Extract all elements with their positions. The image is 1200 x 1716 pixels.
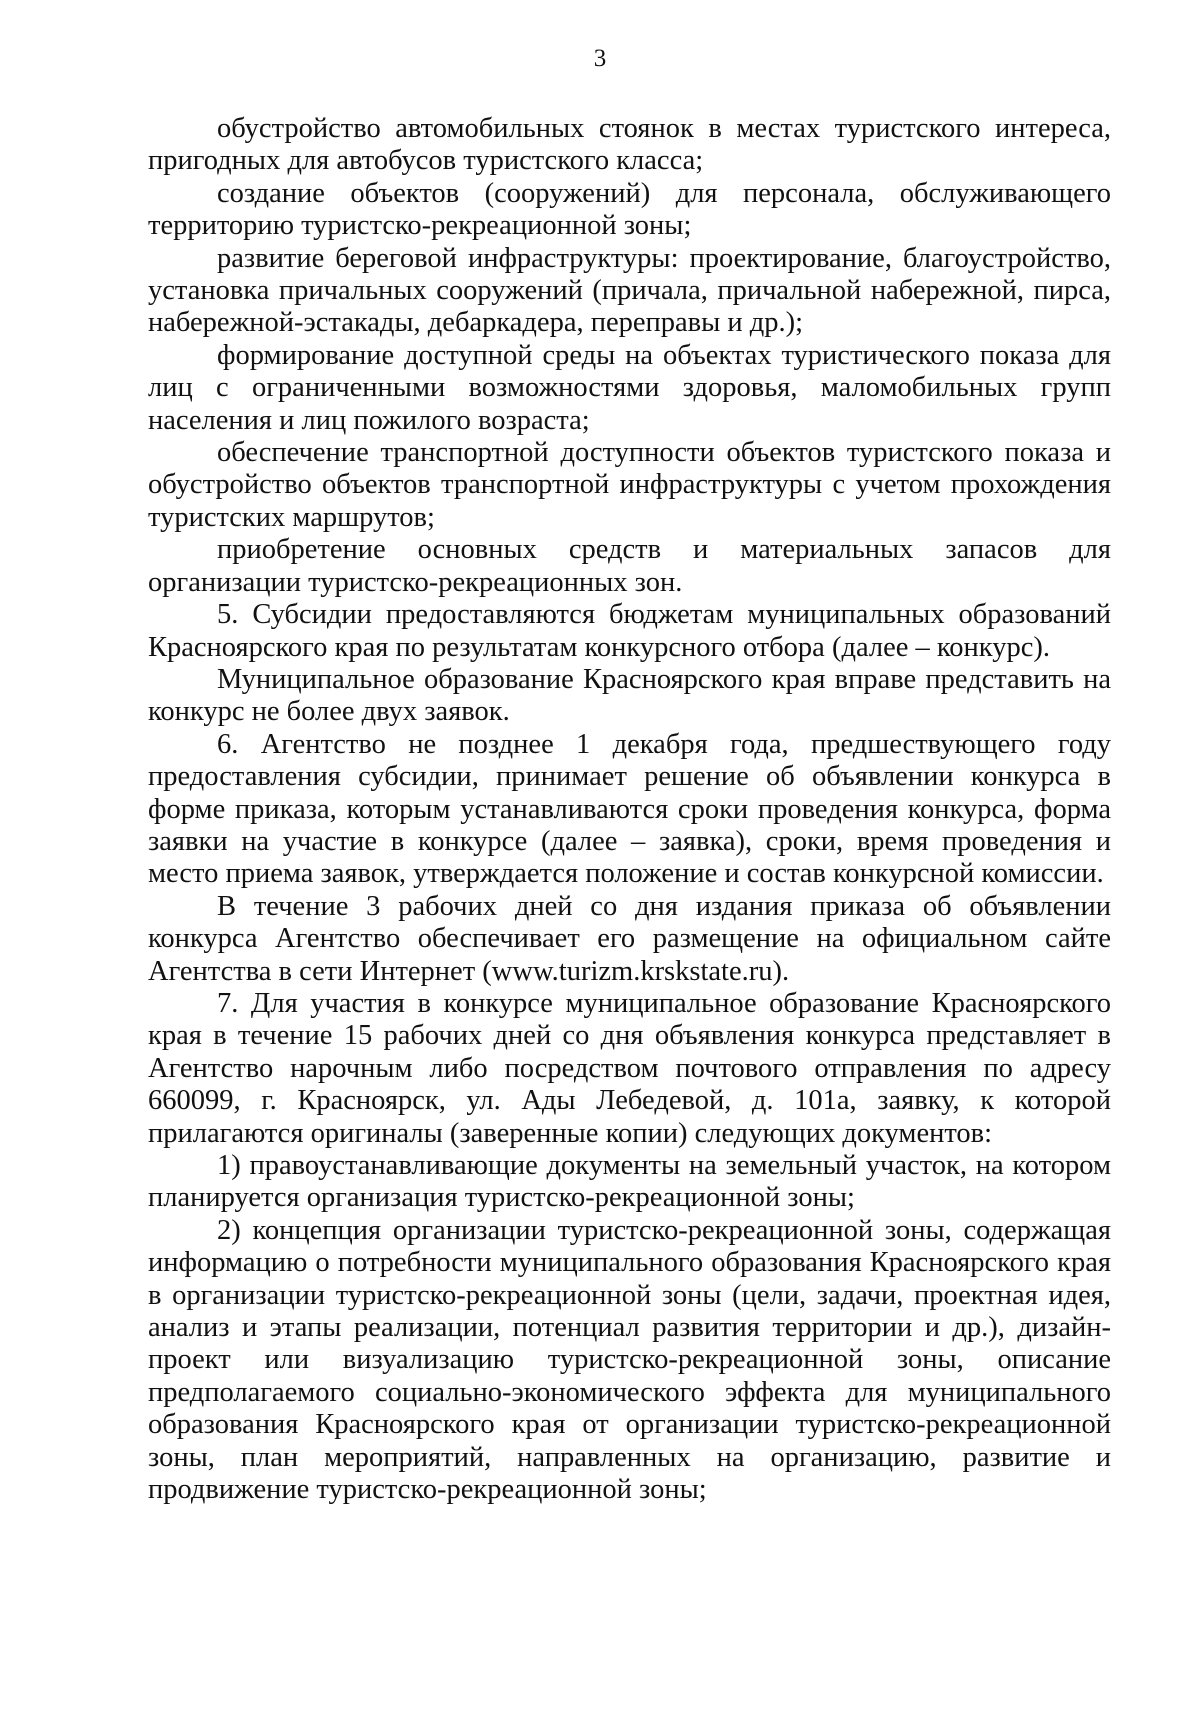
paragraph-document-2-concept: 2) концепция организации туристско-рекреационной зоны, содержащая информацию о потребности муниципального образования Красноярского края в организации туристско-рекреационной зоны (цели, задачи, проектная идея, анализ и этапы реализации, потенциал развития территории и др.), дизайн-проект или визуализацию туристско-рекреационной зоны, описание предполагаемого социально-экономического эффекта для муниципального образования Красноярского края от организации туристско-рекреационной зоны, план мероприятий, направленных на организацию, развитие и продвижение туристско-рекреационной зоны; bbox=[148, 1214, 1111, 1506]
paragraph-two-applications: Муниципальное образование Красноярского края вправе представить на конкурс не более двух заявок. bbox=[148, 663, 1111, 728]
paragraph-item-7-participation: 7. Для участия в конкурсе муниципальное образование Красноярского края в течение 15 рабочих дней со дня объявления конкурса представляет в Агентство нарочным либо посредством почтового отправления по адресу 660099, г. Красноярск, ул. Ады Лебедевой, д. 101а, заявку, к которой прилагаются оригиналы (заверенные копии) следующих документов: bbox=[148, 987, 1111, 1149]
paragraph-fixed-assets: приобретение основных средств и материальных запасов для организации туристско-рекреационных зон. bbox=[148, 534, 1111, 598]
paragraph-item-5-subsidies: 5. Субсидии предоставляются бюджетам муниципальных образований Красноярского края по результатам конкурсного отбора (далее – конкурс). bbox=[148, 599, 1111, 663]
paragraph-staff-facilities: создание объектов (сооружений) для персонала, обслуживающего территорию туристско-рекреационной зоны; bbox=[148, 177, 1111, 242]
paragraph-parking: обустройство автомобильных стоянок в местах туристского интереса, пригодных для автобусов туристского класса; bbox=[148, 113, 1111, 177]
paragraph-transport-accessibility: обеспечение транспортной доступности объектов туристского показа и обустройство объектов транспортной инфраструктуры с учетом прохождения туристских маршрутов; bbox=[148, 437, 1111, 533]
document-body bbox=[148, 113, 1111, 1506]
page-number: 3 bbox=[593, 45, 607, 72]
paragraph-website-publication: В течение 3 рабочих дней со дня издания приказа об объявлении конкурса Агентство обеспечивает его размещение на официальном сайте Агентства в сети Интернет (www.turizm.krskstate.ru). bbox=[148, 890, 1111, 987]
paragraph-document-1-land-title: 1) правоустанавливающие документы на земельный участок, на котором планируется организация туристско-рекреационной зоны; bbox=[148, 1150, 1111, 1214]
paragraph-coastal-infrastructure: развитие береговой инфраструктуры: проектирование, благоустройство, установка причальных сооружений (причала, причальной набережной, пирса, набережной-эстакады, дебаркадера, переправы и др.); bbox=[148, 242, 1111, 339]
paragraph-item-6-agency-decision: 6. Агентство не позднее 1 декабря года, предшествующего году предоставления субсидии, принимает решение об объявлении конкурса в форме приказа, которым устанавливаются сроки проведения конкурса, форма заявки на участие в конкурсе (далее – заявка), сроки, время проведения и место приема заявок, утверждается положение и состав конкурсной комиссии. bbox=[148, 728, 1111, 890]
paragraph-accessible-environment: формирование доступной среды на объектах туристического показа для лиц с ограниченными возможностями здоровья, маломобильных групп населения и лиц пожилого возраста; bbox=[148, 339, 1111, 436]
